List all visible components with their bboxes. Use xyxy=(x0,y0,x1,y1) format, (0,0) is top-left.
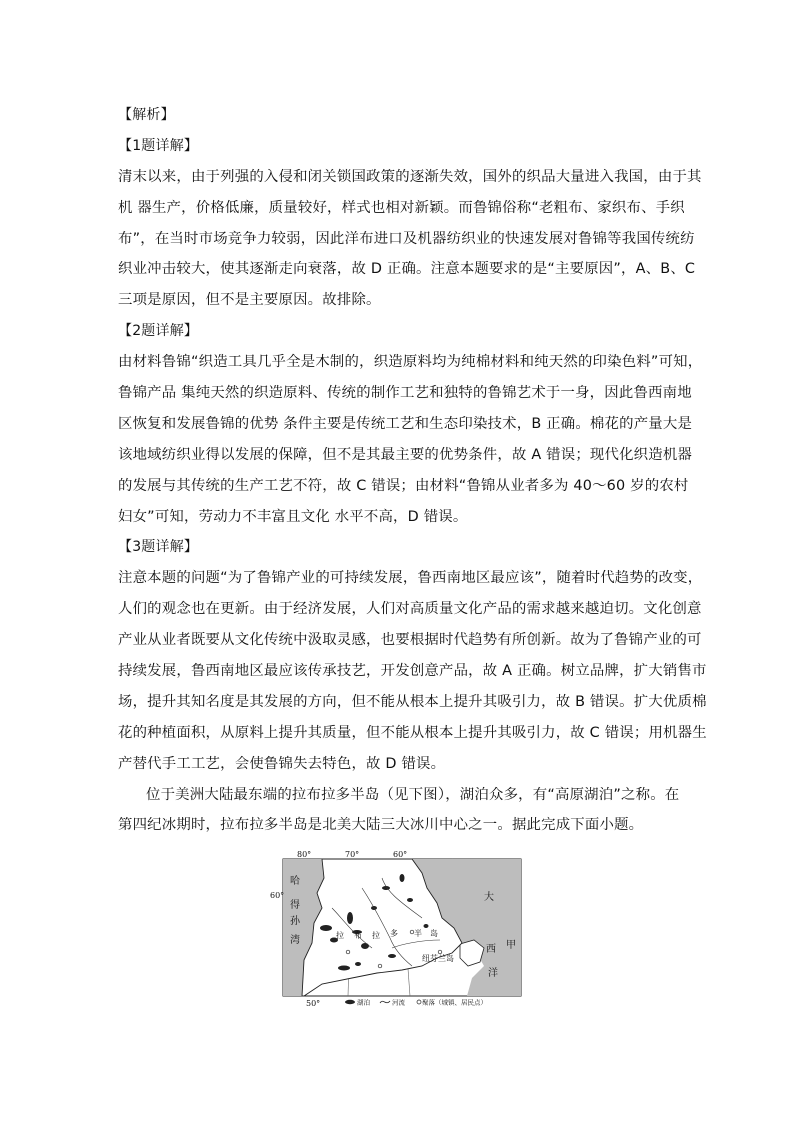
map-legend xyxy=(345,998,487,1007)
q3-text-line: 花的种植面积，从原料上提升其质量，但不能从根本上提升其吸引力，故 C 错误；用机器生 xyxy=(118,724,707,741)
map-place-char: 甲 xyxy=(506,940,516,951)
map-place-char: 大 xyxy=(484,892,494,903)
map-place-char: 哈 xyxy=(290,876,300,887)
q3-text-line: 人们的观念也在更新。由于经济发展，人们对高质量文化产品的需求越来越迫切。文化创意 xyxy=(118,601,702,618)
settlement-legend-icon xyxy=(417,1000,421,1004)
map-place-char: 拉 xyxy=(336,931,344,940)
q2-text-line: 的发展与其传统的生产工艺不符，故 C 错误；由材料“鲁锦从业者多为 40～60 岁的农村 xyxy=(118,477,689,494)
intro-text-line: 位于美洲大陆最东端的拉布拉多半岛（见下图），湖泊众多，有“高原湖泊”之称。在 xyxy=(146,786,680,803)
q2-text-line: 区恢复和发展鲁锦的优势 条件主要是传统工艺和生态印染技术，B 正确。棉花的产量大是 xyxy=(118,415,693,432)
q3-text-line: 注意本题的问题“为了鲁锦产业的可持续发展，鲁西南地区最应该”，随着时代趋势的改变， xyxy=(118,570,703,587)
lon-label: 80° xyxy=(297,850,312,859)
map-place-char: 西 xyxy=(486,944,496,955)
q2-text-line: 该地域纺织业得以发展的保障，但不是其最主要的优势条件，故 A 错误；现代化织造机器 xyxy=(118,446,693,463)
map-place-char: 半 xyxy=(414,929,422,938)
intro-text-line: 第四纪冰期时，拉布拉多半岛是北美大陆三大冰川中心之一。据此完成下面小题。 xyxy=(118,817,644,834)
q1-text-line: 机 器生产，价格低廉，质量较好，样式也相对新颖。而鲁锦俗称“老粗布、家织布、手织 xyxy=(118,199,685,216)
map-place-char: 湾 xyxy=(290,935,300,946)
analysis-header: 【解析】 xyxy=(118,107,175,123)
q3-text-line: 持续发展，鲁西南地区最应该传承技艺，开发创意产品，故 A 正确。树立品牌，扩大销售市 xyxy=(118,663,707,680)
legend-settlement-label: 聚落（城镇、居民点） xyxy=(422,998,487,1007)
lon-label: 60° xyxy=(393,850,408,859)
newfoundland-label: 纽芬兰岛 xyxy=(422,954,454,963)
lat-label: 60° xyxy=(270,891,285,900)
document-body xyxy=(118,100,707,841)
q2-text-line: 由材料鲁锦“织造工具几乎全是木制的，织造原料均为纯棉材料和纯天然的印染色料”可知， xyxy=(118,354,703,371)
q3-header: 【3题详解】 xyxy=(118,539,199,556)
legend-lake-label: 湖泊 xyxy=(357,998,370,1007)
legend-river-label: 河流 xyxy=(392,998,405,1007)
q2-text-line: 妇女”可知，劳动力不丰富且文化 水平不高，D 错误。 xyxy=(118,508,468,525)
river-legend-icon xyxy=(380,1001,390,1003)
q1-header: 【1题详解】 xyxy=(118,137,199,154)
lake-legend-icon xyxy=(345,1000,355,1004)
map-place-char: 孙 xyxy=(290,916,300,927)
map-place-char: 岛 xyxy=(430,929,438,938)
map-place-char: 多 xyxy=(390,929,398,938)
q1-text-line: 清末以来，由于列强的入侵和闭关锁国政策的逐渐失效，国外的织品大量进入我国，由于其 xyxy=(118,168,702,185)
q3-text-line: 场，提升其知名度是其发展的方向，但不能从根本上提升其吸引力，故 B 错误。扩大优质棉 xyxy=(118,693,707,710)
map-place-char: 布 xyxy=(354,931,362,940)
q3-text-line: 产业从业者既要从文化传统中汲取灵感，也要根据时代趋势有所创新。故为了鲁锦产业的可 xyxy=(118,632,702,649)
q3-text-line: 产替代手工工艺，会使鲁锦失去特色，故 D 错误。 xyxy=(118,755,446,772)
labrador-map xyxy=(262,848,530,1010)
map-place-char: 拉 xyxy=(372,931,380,940)
q2-header: 【2题详解】 xyxy=(118,323,199,340)
map-place-char: 洋 xyxy=(488,968,498,979)
q2-text-line: 鲁锦产品 集纯天然的织造原料、传统的制作工艺和独特的鲁锦艺术于一身，因此鲁西南地 xyxy=(118,385,692,402)
q1-text-line: 织业冲击较大，使其逐渐走向衰落，故 D 正确。注意本题要求的是“主要原因”，A、B、C xyxy=(118,261,696,278)
lon-label: 50° xyxy=(306,999,321,1008)
labrador-map-svg xyxy=(262,848,530,1010)
lon-label: 70° xyxy=(345,850,360,859)
map-place-char: 得 xyxy=(290,900,300,911)
q1-text-line: 布”，在当时市场竞争力较弱，因此洋布进口及机器纺织业的快速发展对鲁锦等我国传统纺 xyxy=(118,230,695,247)
q1-text-line: 三项是原因，但不是主要原因。故排除。 xyxy=(118,292,381,309)
